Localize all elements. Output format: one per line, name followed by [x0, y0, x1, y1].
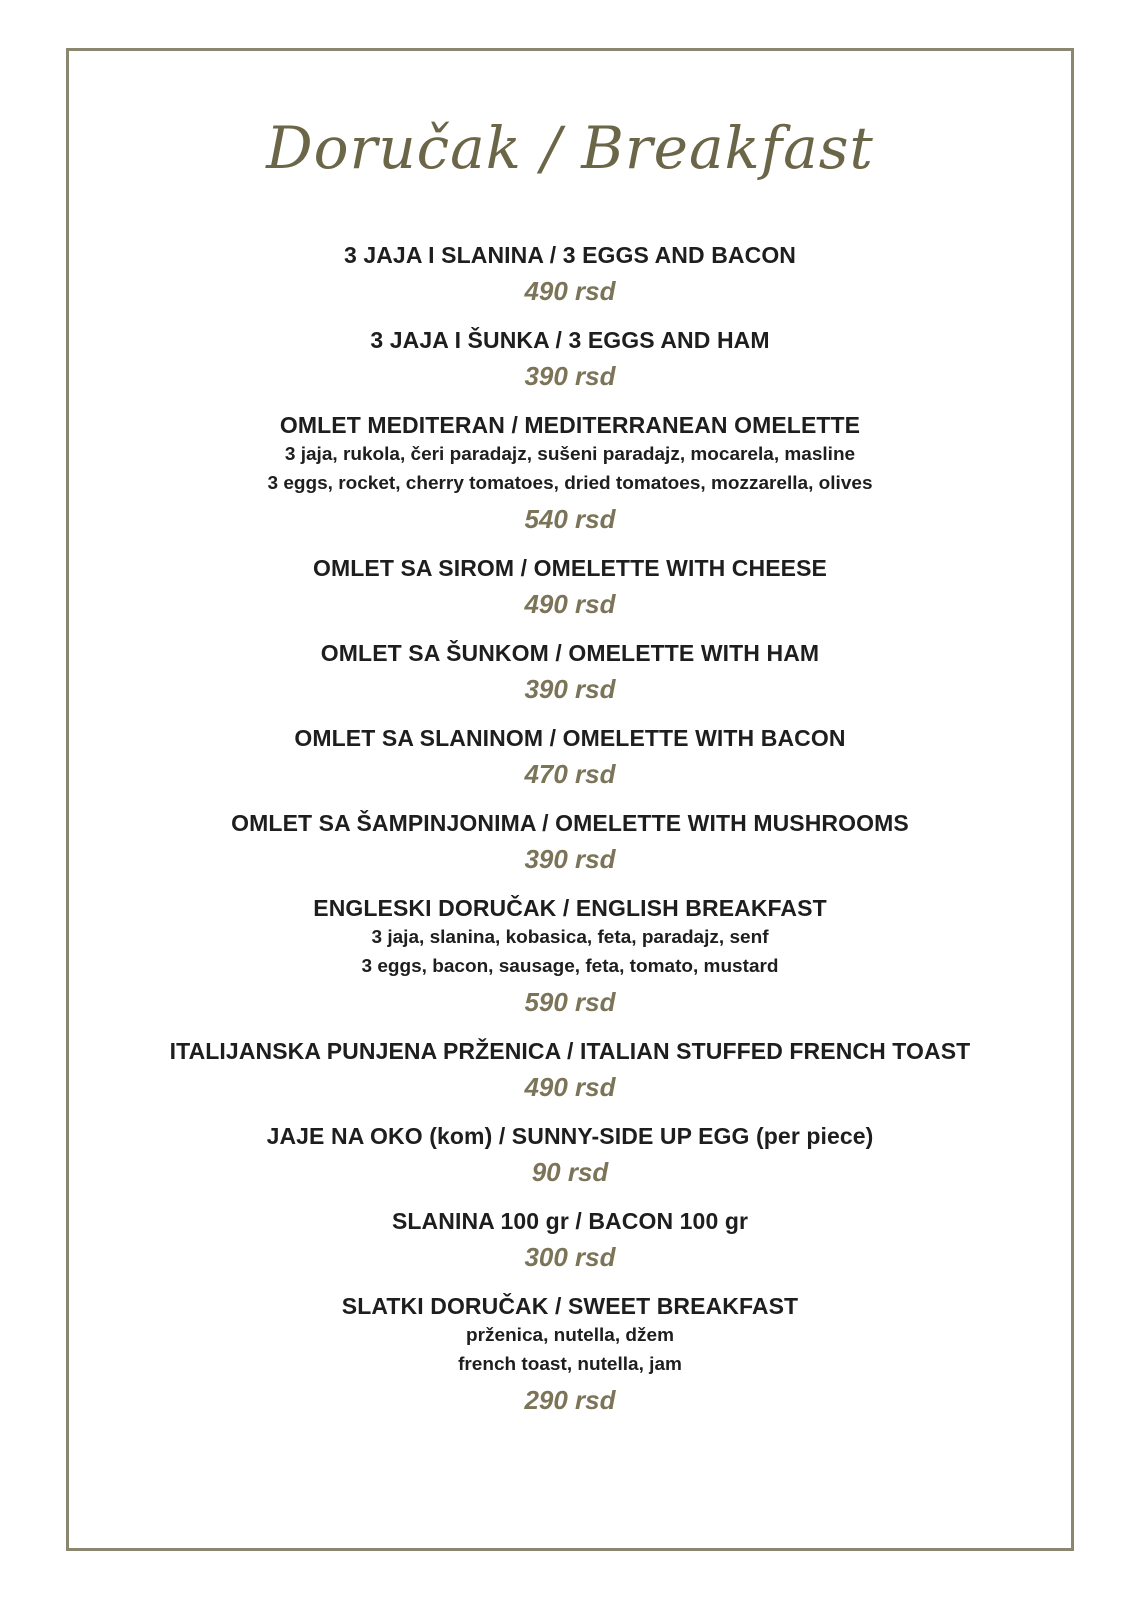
item-price: 540 rsd: [524, 504, 616, 534]
menu-item: [66, 1121, 1074, 1189]
item-name: ENGLESKI DORUČAK / ENGLISH BREAKFAST: [313, 895, 827, 921]
item-price: 490 rsd: [524, 589, 616, 619]
menu-item: [66, 1206, 1074, 1274]
item-price: 390 rsd: [524, 361, 616, 391]
item-name: SLANINA 100 gr / BACON 100 gr: [391, 1208, 749, 1234]
item-name: 3 JAJA I SLANINA / 3 EGGS AND BACON: [343, 242, 797, 268]
item-description-en: french toast, nutella, jam: [458, 1354, 682, 1375]
item-description-en: 3 eggs, bacon, sausage, feta, tomato, mustard: [361, 956, 779, 977]
item-description-sr: prženica, nutella, džem: [466, 1325, 674, 1346]
item-name: OMLET SA SLANINOM / OMELETTE WITH BACON: [294, 725, 846, 751]
menu-item: [66, 1036, 1074, 1104]
item-price: 590 rsd: [524, 987, 616, 1017]
item-name: OMLET MEDITERAN / MEDITERRANEAN OMELETTE: [279, 412, 861, 438]
menu-list: [66, 240, 1074, 1417]
item-name: 3 JAJA I ŠUNKA / 3 EGGS AND HAM: [370, 327, 770, 353]
item-description-sr: 3 jaja, slanina, kobasica, feta, paradajz, senf: [371, 927, 769, 948]
item-name: OMLET SA SIROM / OMELETTE WITH CHEESE: [313, 555, 827, 581]
item-price: 470 rsd: [524, 759, 616, 789]
menu-item: [66, 240, 1074, 308]
item-price: 290 rsd: [524, 1385, 616, 1415]
menu-item: [66, 325, 1074, 393]
item-description-sr: 3 jaja, rukola, čeri paradajz, sušeni paradajz, mocarela, masline: [284, 444, 856, 465]
item-price: 490 rsd: [524, 1072, 616, 1102]
menu-title: Doručak / Breakfast: [266, 114, 874, 182]
menu-item: [66, 1291, 1074, 1417]
menu-item: [66, 638, 1074, 706]
item-price: 90 rsd: [531, 1157, 609, 1187]
item-price: 390 rsd: [524, 674, 616, 704]
item-name: ITALIJANSKA PUNJENA PRŽENICA / ITALIAN STUFFED FRENCH TOAST: [169, 1038, 971, 1064]
item-name: OMLET SA ŠAMPINJONIMA / OMELETTE WITH MUSHROOMS: [231, 810, 909, 836]
menu-item: [66, 553, 1074, 621]
menu-item: [66, 410, 1074, 536]
item-price: 490 rsd: [524, 276, 616, 306]
item-name: OMLET SA ŠUNKOM / OMELETTE WITH HAM: [320, 640, 820, 666]
menu-item: [66, 808, 1074, 876]
item-description-en: 3 eggs, rocket, cherry tomatoes, dried tomatoes, mozzarella, olives: [267, 473, 873, 494]
menu-item: [66, 893, 1074, 1019]
item-name: SLATKI DORUČAK / SWEET BREAKFAST: [341, 1293, 799, 1319]
item-name: JAJE NA OKO (kom) / SUNNY-SIDE UP EGG (per piece): [266, 1123, 874, 1149]
item-price: 390 rsd: [524, 844, 616, 874]
menu-item: [66, 723, 1074, 791]
item-price: 300 rsd: [524, 1242, 616, 1272]
